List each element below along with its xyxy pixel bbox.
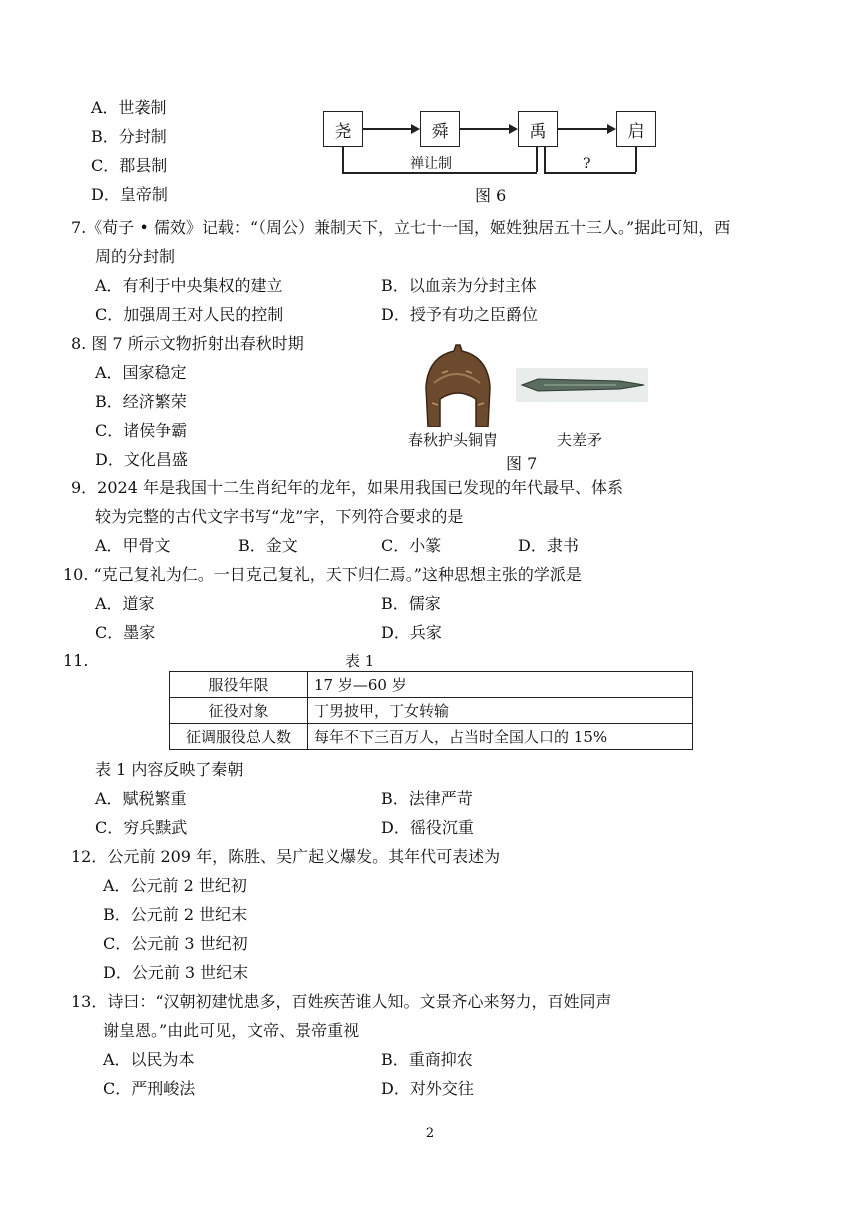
q12-option-c: C．公元前 3 世纪初 — [103, 934, 248, 953]
figure-7-label-helmet: 春秋护头铜胄 — [408, 431, 499, 449]
arrow-head-1 — [411, 124, 420, 134]
q13-option-c: C．严刑峻法 — [103, 1079, 196, 1098]
q12-option-d: D．公元前 3 世纪末 — [103, 963, 249, 982]
node-yu: 禹 — [518, 111, 558, 147]
q9-stem-line2: 较为完整的古代文字书写“龙”字，下列符合要求的是 — [95, 507, 464, 526]
q12-option-a: A．公元前 2 世纪初 — [103, 876, 247, 895]
q13-stem-line2: 谢皇恩。”由此可见，文帝、景帝重视 — [103, 1021, 360, 1040]
bracket2-left — [544, 146, 546, 172]
q9-option-b: B．金文 — [238, 536, 298, 555]
bracket1-right — [536, 146, 538, 172]
bracket2-label: ? — [583, 156, 591, 172]
node-qi: 启 — [616, 111, 656, 147]
table-cell: 17 岁—60 岁 — [308, 672, 693, 698]
table-cell: 服役年限 — [170, 672, 308, 698]
arrow-line-1 — [363, 128, 411, 130]
figure-7-caption: 图 7 — [506, 454, 538, 473]
figure-7-label-spear: 夫差矛 — [557, 431, 603, 449]
q11-number: 11. — [63, 651, 89, 670]
bracket2-right — [635, 146, 637, 172]
q8-option-a: A．国家稳定 — [95, 363, 187, 382]
q7-option-c: C．加强周王对人民的控制 — [95, 305, 284, 324]
table-cell: 每年不下三百万人，占当时全国人口的 15% — [308, 724, 693, 750]
q6-option-a: A．世袭制 — [91, 98, 167, 117]
table-cell: 征役对象 — [170, 698, 308, 724]
q11-option-c: C．穷兵黩武 — [95, 818, 188, 837]
q11-option-b: B．法律严苛 — [381, 789, 473, 808]
q11-option-a: A．赋税繁重 — [95, 789, 187, 808]
node-yao: 尧 — [323, 111, 363, 147]
page-number: 2 — [425, 1126, 435, 1141]
table-1 — [169, 671, 693, 750]
q10-stem: 10. “克己复礼为仁。一日克己复礼，天下归仁焉。”这种思想主张的学派是 — [63, 565, 582, 584]
q9-option-d: D．隶书 — [518, 536, 579, 555]
arrow-head-2 — [509, 124, 518, 134]
q7-option-d: D．授予有功之臣爵位 — [381, 305, 538, 324]
q6-option-c: C．郡县制 — [91, 156, 168, 175]
q13-option-b: B．重商抑农 — [381, 1050, 473, 1069]
q6-option-b: B．分封制 — [91, 127, 167, 146]
table-cell: 征调服役总人数 — [170, 724, 308, 750]
q7-stem-line1: 7.《荀子 • 儒效》记载：“（周公）兼制天下，立七十一国，姬姓独居五十三人。”据此可知，西 — [71, 218, 731, 237]
bracket1-label: 禅让制 — [410, 156, 452, 172]
table-cell: 丁男披甲，丁女转输 — [308, 698, 693, 724]
arrow-line-2 — [460, 128, 509, 130]
q9-stem-line1: 9．2024 年是我国十二生肖纪年的龙年，如果用我国已发现的年代最早、体系 — [71, 478, 623, 497]
table-1-title: 表 1 — [345, 652, 375, 670]
figure-6-caption: 图 6 — [475, 186, 507, 205]
q12-option-b: B．公元前 2 世纪末 — [103, 905, 248, 924]
spear-image — [516, 368, 648, 402]
arrow-head-3 — [607, 124, 616, 134]
table-row — [170, 724, 693, 750]
q12-stem: 12．公元前 209 年，陈胜、吴广起义爆发。其年代可表述为 — [71, 847, 501, 866]
q7-option-b: B．以血亲为分封主体 — [381, 276, 537, 295]
q11-option-d: D．徭役沉重 — [381, 818, 474, 837]
q9-option-a: A．甲骨文 — [95, 536, 171, 555]
q8-option-d: D．文化昌盛 — [95, 450, 188, 469]
q13-option-a: A．以民为本 — [103, 1050, 195, 1069]
q8-option-b: B．经济繁荣 — [95, 392, 187, 411]
q6-option-d: D．皇帝制 — [91, 185, 168, 204]
q10-option-c: C．墨家 — [95, 623, 156, 642]
q10-option-d: D．兵家 — [381, 623, 442, 642]
q11-stem: 表 1 内容反映了秦朝 — [95, 760, 244, 779]
q13-option-d: D．对外交往 — [381, 1079, 474, 1098]
table-row — [170, 672, 693, 698]
q7-option-a: A．有利于中央集权的建立 — [95, 276, 283, 295]
node-shun: 舜 — [420, 111, 460, 147]
q7-stem-line2: 周的分封制 — [95, 247, 176, 266]
q10-option-b: B．儒家 — [381, 594, 441, 613]
arrow-line-3 — [558, 128, 607, 130]
q8-option-c: C．诸侯争霸 — [95, 421, 188, 440]
table-row — [170, 698, 693, 724]
q8-stem: 8. 图 7 所示文物折射出春秋时期 — [71, 334, 304, 353]
q9-option-c: C．小篆 — [381, 536, 442, 555]
bronze-helmet-image — [418, 343, 496, 427]
bracket1-left — [342, 146, 344, 172]
q10-option-a: A．道家 — [95, 594, 155, 613]
q13-stem-line1: 13．诗曰：“汉朝初建忧患多，百姓疾苦谁人知。文景齐心来努力，百姓同声 — [71, 992, 612, 1011]
